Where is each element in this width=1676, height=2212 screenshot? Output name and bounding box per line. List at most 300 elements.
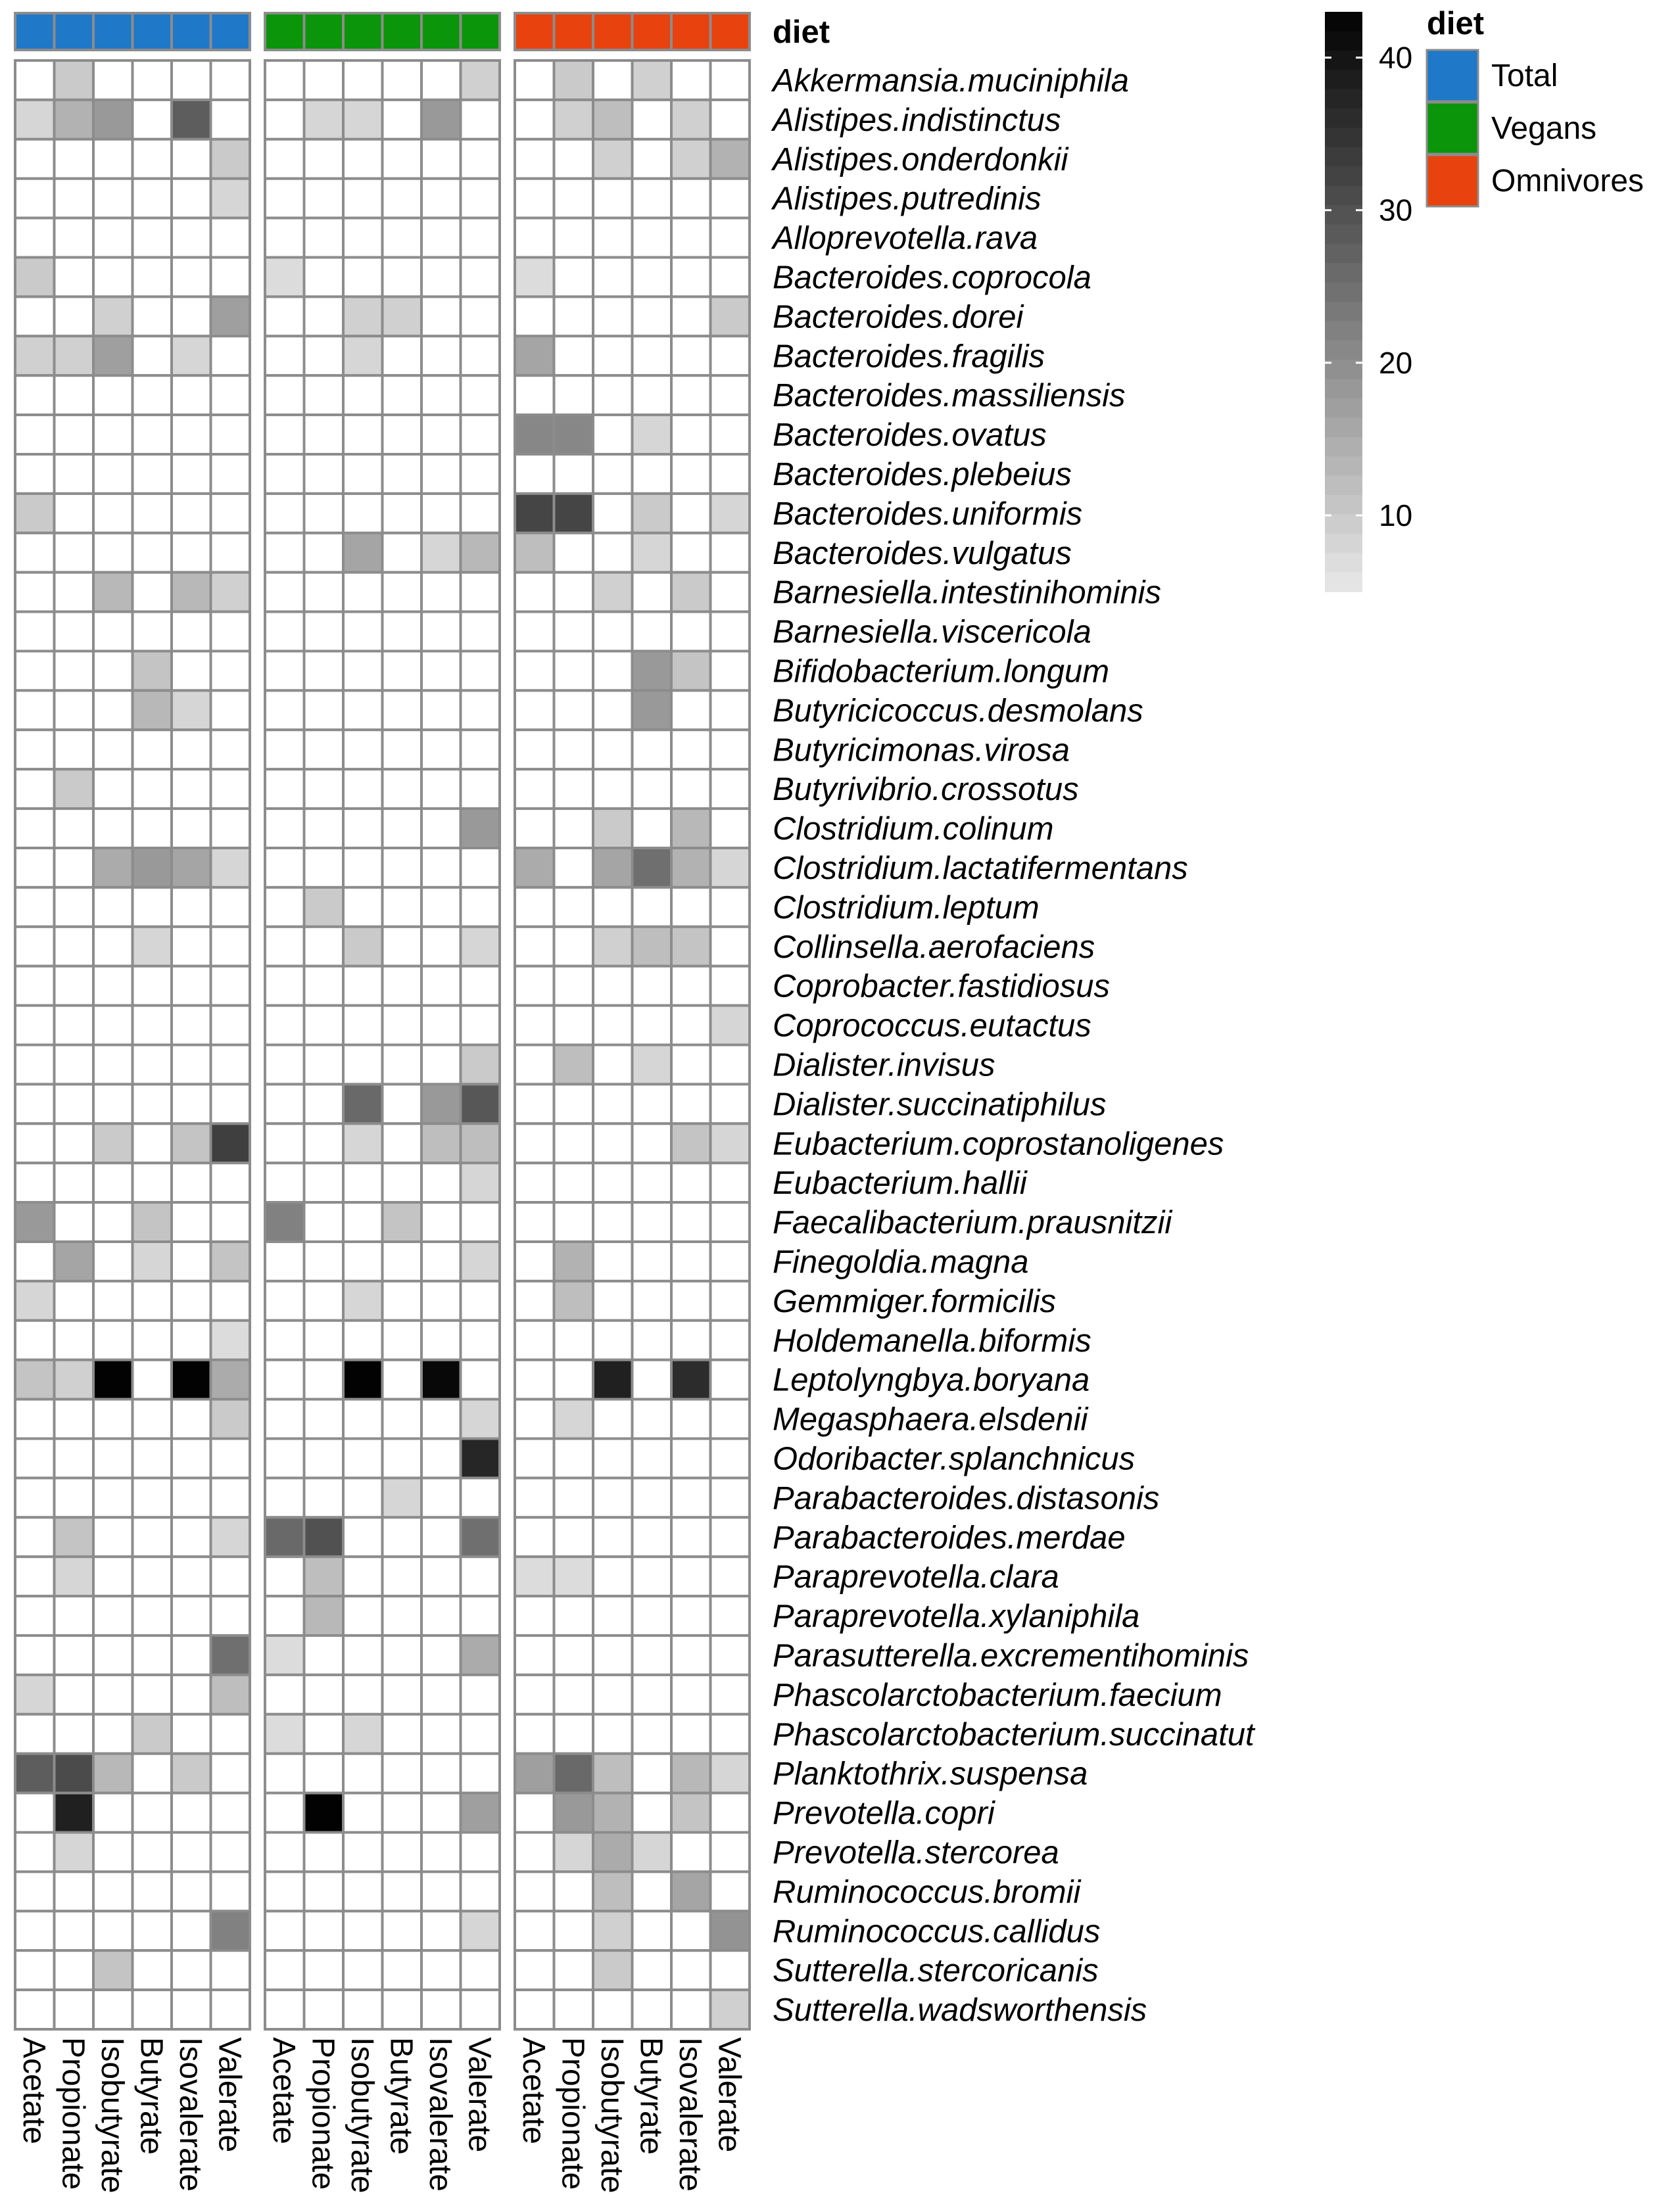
cell-bacteroides-fragilis-vegans-isovalerate [421, 336, 461, 375]
cell-butyricicoccus-desmolans-omnivores-isovalerate [671, 690, 711, 730]
row-label-clostridium-leptum: Clostridium.leptum [773, 889, 1040, 926]
cell-eubacterium-coprostanoligenes-vegans-isovalerate [421, 1123, 461, 1163]
cell-faecalibacterium-prausnitzii-vegans-butyrate [383, 1202, 422, 1242]
cell-bacteroides-vulgatus-omnivores-acetate [515, 533, 554, 573]
cell-alistipes-onderdonkii-omnivores-valerate [711, 139, 750, 179]
cell-collinsella-aerofaciens-vegans-valerate [461, 927, 500, 966]
cell-odoribacter-splanchnicus-vegans-valerate [461, 1439, 500, 1478]
cell-dialister-invisus-omnivores-isovalerate [671, 1045, 711, 1085]
cell-leptolyngbya-boryana-total-propionate [55, 1360, 94, 1400]
cell-sutterella-stercoricanis-omnivores-valerate [711, 1950, 750, 1990]
cell-bacteroides-dorei-vegans-propionate [304, 296, 344, 336]
cell-prevotella-stercorea-vegans-propionate [304, 1833, 344, 1872]
cell-holdemanella-biformis-vegans-isovalerate [421, 1321, 461, 1360]
cell-bacteroides-coprocola-total-propionate [55, 258, 94, 297]
cell-barnesiella-viscericola-total-isovalerate [172, 612, 211, 651]
cell-planktothrix-suspensa-vegans-isovalerate [421, 1754, 461, 1793]
legend-swatch-omnivores [1427, 155, 1478, 206]
cell-phascolarctobacterium-succinatut-total-butyrate [133, 1714, 172, 1754]
cell-bacteroides-ovatus-omnivores-isovalerate [671, 415, 711, 454]
cell-leptolyngbya-boryana-vegans-isobutyrate [343, 1360, 383, 1400]
cell-butyricimonas-virosa-vegans-isobutyrate [343, 730, 383, 769]
anno-cell-omnivores-butyrate [633, 13, 672, 50]
colorbar-step [1325, 147, 1362, 167]
cell-finegoldia-magna-total-acetate [15, 1242, 55, 1281]
cell-gemmiger-formicilis-vegans-butyrate [383, 1281, 422, 1321]
colorbar-step [1325, 70, 1362, 89]
colorbar-step [1325, 166, 1362, 186]
cell-eubacterium-coprostanoligenes-vegans-isobutyrate [343, 1123, 383, 1163]
cell-coprococcus-eutactus-omnivores-valerate [711, 1006, 750, 1045]
cell-megasphaera-elsdenii-vegans-propionate [304, 1400, 344, 1439]
cell-bacteroides-vulgatus-omnivores-isovalerate [671, 533, 711, 573]
cell-ruminococcus-bromii-total-valerate [211, 1871, 251, 1911]
cell-paraprevotella-clara-omnivores-valerate [711, 1557, 750, 1596]
cell-akkermansia-muciniphila-total-valerate [211, 60, 251, 100]
cell-phascolarctobacterium-faecium-total-isobutyrate [93, 1675, 133, 1714]
cell-eubacterium-coprostanoligenes-vegans-valerate [461, 1123, 500, 1163]
cell-dialister-invisus-vegans-butyrate [383, 1045, 422, 1085]
cell-clostridium-colinum-vegans-acetate [265, 809, 304, 848]
cell-paraprevotella-xylaniphila-omnivores-acetate [515, 1596, 554, 1635]
cell-butyrivibrio-crossotus-total-valerate [211, 769, 251, 809]
cell-finegoldia-magna-total-valerate [211, 1242, 251, 1281]
cell-coprococcus-eutactus-omnivores-propionate [554, 1006, 594, 1045]
cell-akkermansia-muciniphila-omnivores-butyrate [633, 60, 672, 100]
cell-akkermansia-muciniphila-total-butyrate [133, 60, 172, 100]
cell-dialister-invisus-omnivores-butyrate [633, 1045, 672, 1085]
cell-sutterella-wadsworthensis-vegans-butyrate [383, 1990, 422, 2029]
diet-annotation-bar [15, 13, 830, 50]
cell-clostridium-lactatifermentans-total-isovalerate [172, 848, 211, 887]
cell-dialister-succinatiphilus-vegans-isobutyrate [343, 1084, 383, 1123]
cell-phascolarctobacterium-faecium-omnivores-acetate [515, 1675, 554, 1714]
cell-gemmiger-formicilis-total-butyrate [133, 1281, 172, 1321]
col-label-vegans-propionate: Propionate [305, 2037, 341, 2190]
cell-holdemanella-biformis-total-valerate [211, 1321, 251, 1360]
cell-akkermansia-muciniphila-total-isovalerate [172, 60, 211, 100]
cell-collinsella-aerofaciens-vegans-butyrate [383, 927, 422, 966]
col-label-total-valerate: Valerate [212, 2037, 247, 2153]
cell-clostridium-lactatifermentans-total-acetate [15, 848, 55, 887]
cell-odoribacter-splanchnicus-omnivores-valerate [711, 1439, 750, 1478]
anno-cell-total-isovalerate [172, 13, 211, 50]
cell-bacteroides-uniformis-omnivores-isobutyrate [593, 494, 633, 533]
cell-paraprevotella-clara-vegans-acetate [265, 1557, 304, 1596]
cell-alistipes-putredinis-total-isobutyrate [93, 179, 133, 218]
cell-bifidobacterium-longum-vegans-isovalerate [421, 651, 461, 691]
anno-cell-omnivores-propionate [554, 13, 594, 50]
cell-odoribacter-splanchnicus-vegans-acetate [265, 1439, 304, 1478]
cell-paraprevotella-clara-vegans-propionate [304, 1557, 344, 1596]
cell-alistipes-putredinis-omnivores-valerate [711, 179, 750, 218]
cell-ruminococcus-callidus-omnivores-isovalerate [671, 1911, 711, 1950]
row-label-eubacterium-coprostanoligenes: Eubacterium.coprostanoligenes [773, 1126, 1224, 1162]
cell-paraprevotella-clara-vegans-valerate [461, 1557, 500, 1596]
cell-barnesiella-intestinihominis-total-propionate [55, 573, 94, 612]
cell-prevotella-stercorea-omnivores-isobutyrate [593, 1833, 633, 1872]
cell-clostridium-colinum-vegans-isobutyrate [343, 809, 383, 848]
cell-barnesiella-intestinihominis-total-valerate [211, 573, 251, 612]
cell-bacteroides-vulgatus-omnivores-butyrate [633, 533, 672, 573]
cell-clostridium-lactatifermentans-vegans-valerate [461, 848, 500, 887]
cell-barnesiella-viscericola-omnivores-acetate [515, 612, 554, 651]
row-label-coprococcus-eutactus: Coprococcus.eutactus [773, 1008, 1091, 1044]
cell-phascolarctobacterium-succinatut-omnivores-isovalerate [671, 1714, 711, 1754]
row-label-alistipes-putredinis: Alistipes.putredinis [773, 181, 1042, 217]
cell-bacteroides-ovatus-vegans-butyrate [383, 415, 422, 454]
cell-coprobacter-fastidiosus-vegans-isovalerate [421, 966, 461, 1006]
cell-megasphaera-elsdenii-total-acetate [15, 1400, 55, 1439]
cell-alistipes-onderdonkii-total-butyrate [133, 139, 172, 179]
cell-odoribacter-splanchnicus-omnivores-isovalerate [671, 1439, 711, 1478]
cell-bifidobacterium-longum-total-valerate [211, 651, 251, 691]
colorbar-step [1325, 553, 1362, 573]
cell-butyricimonas-virosa-total-acetate [15, 730, 55, 769]
cell-prevotella-copri-omnivores-propionate [554, 1793, 594, 1833]
cell-clostridium-colinum-omnivores-valerate [711, 809, 750, 848]
cell-bifidobacterium-longum-omnivores-propionate [554, 651, 594, 691]
cell-butyrivibrio-crossotus-vegans-isobutyrate [343, 769, 383, 809]
cell-parasutterella-excrementihominis-total-valerate [211, 1635, 251, 1675]
row-label-dialister-succinatiphilus: Dialister.succinatiphilus [773, 1087, 1107, 1123]
cell-prevotella-copri-vegans-propionate [304, 1793, 344, 1833]
cell-parasutterella-excrementihominis-vegans-acetate [265, 1635, 304, 1675]
cell-sutterella-stercoricanis-vegans-propionate [304, 1950, 344, 1990]
cell-eubacterium-hallii-vegans-butyrate [383, 1163, 422, 1202]
cell-megasphaera-elsdenii-vegans-isobutyrate [343, 1400, 383, 1439]
cell-collinsella-aerofaciens-omnivores-isovalerate [671, 927, 711, 966]
cell-holdemanella-biformis-omnivores-propionate [554, 1321, 594, 1360]
cell-gemmiger-formicilis-omnivores-isovalerate [671, 1281, 711, 1321]
cell-coprococcus-eutactus-total-isobutyrate [93, 1006, 133, 1045]
row-label-akkermansia-muciniphila: Akkermansia.muciniphila [773, 62, 1129, 99]
cell-clostridium-leptum-omnivores-valerate [711, 887, 750, 927]
cell-alistipes-onderdonkii-omnivores-isobutyrate [593, 139, 633, 179]
cell-bacteroides-uniformis-total-isobutyrate [93, 494, 133, 533]
row-label-prevotella-stercorea: Prevotella.stercorea [773, 1835, 1059, 1871]
row-label-alloprevotella-rava: Alloprevotella.rava [773, 220, 1038, 256]
cell-barnesiella-intestinihominis-total-acetate [15, 573, 55, 612]
cell-dialister-succinatiphilus-omnivores-valerate [711, 1084, 750, 1123]
colorbar-step [1325, 573, 1362, 592]
cell-faecalibacterium-prausnitzii-omnivores-isobutyrate [593, 1202, 633, 1242]
cell-odoribacter-splanchnicus-vegans-isobutyrate [343, 1439, 383, 1478]
cell-bifidobacterium-longum-total-isobutyrate [93, 651, 133, 691]
row-label-butyricicoccus-desmolans: Butyricicoccus.desmolans [773, 693, 1143, 729]
cell-bacteroides-massiliensis-vegans-acetate [265, 375, 304, 415]
cell-paraprevotella-clara-total-isobutyrate [93, 1557, 133, 1596]
cell-clostridium-colinum-omnivores-isobutyrate [593, 809, 633, 848]
cell-leptolyngbya-boryana-total-butyrate [133, 1360, 172, 1400]
cell-phascolarctobacterium-faecium-total-isovalerate [172, 1675, 211, 1714]
cell-eubacterium-hallii-omnivores-acetate [515, 1163, 554, 1202]
cell-barnesiella-viscericola-omnivores-valerate [711, 612, 750, 651]
cell-bacteroides-ovatus-vegans-isovalerate [421, 415, 461, 454]
cell-alistipes-indistinctus-total-acetate [15, 100, 55, 139]
cell-finegoldia-magna-vegans-butyrate [383, 1242, 422, 1281]
cell-alistipes-indistinctus-vegans-butyrate [383, 100, 422, 139]
cell-leptolyngbya-boryana-omnivores-propionate [554, 1360, 594, 1400]
cell-phascolarctobacterium-succinatut-vegans-acetate [265, 1714, 304, 1754]
cell-butyrivibrio-crossotus-total-butyrate [133, 769, 172, 809]
col-label-omnivores-propionate: Propionate [555, 2037, 590, 2190]
cell-bacteroides-coprocola-omnivores-propionate [554, 258, 594, 297]
cell-alloprevotella-rava-vegans-acetate [265, 218, 304, 258]
cell-gemmiger-formicilis-omnivores-acetate [515, 1281, 554, 1321]
cell-alistipes-indistinctus-total-isobutyrate [93, 100, 133, 139]
cell-phascolarctobacterium-succinatut-vegans-butyrate [383, 1714, 422, 1754]
cell-paraprevotella-xylaniphila-omnivores-isobutyrate [593, 1596, 633, 1635]
cell-bacteroides-massiliensis-vegans-valerate [461, 375, 500, 415]
cell-ruminococcus-callidus-omnivores-isobutyrate [593, 1911, 633, 1950]
cell-akkermansia-muciniphila-total-isobutyrate [93, 60, 133, 100]
cell-parabacteroides-merdae-omnivores-butyrate [633, 1517, 672, 1557]
cell-ruminococcus-bromii-omnivores-butyrate [633, 1871, 672, 1911]
cell-parabacteroides-distasonis-omnivores-acetate [515, 1478, 554, 1517]
cell-alloprevotella-rava-vegans-isobutyrate [343, 218, 383, 258]
cell-phascolarctobacterium-faecium-vegans-propionate [304, 1675, 344, 1714]
cell-gemmiger-formicilis-total-isovalerate [172, 1281, 211, 1321]
cell-megasphaera-elsdenii-total-valerate [211, 1400, 251, 1439]
cell-ruminococcus-callidus-total-isobutyrate [93, 1911, 133, 1950]
cell-bacteroides-coprocola-total-valerate [211, 258, 251, 297]
col-label-omnivores-acetate: Acetate [515, 2037, 551, 2144]
cell-bacteroides-dorei-omnivores-isovalerate [671, 296, 711, 336]
cell-eubacterium-coprostanoligenes-total-isobutyrate [93, 1123, 133, 1163]
cell-ruminococcus-bromii-total-propionate [55, 1871, 94, 1911]
cell-eubacterium-hallii-total-butyrate [133, 1163, 172, 1202]
cell-paraprevotella-xylaniphila-omnivores-propionate [554, 1596, 594, 1635]
cell-barnesiella-intestinihominis-total-isobutyrate [93, 573, 133, 612]
cell-alloprevotella-rava-omnivores-isovalerate [671, 218, 711, 258]
cell-ruminococcus-callidus-omnivores-butyrate [633, 1911, 672, 1950]
cell-eubacterium-hallii-total-isobutyrate [93, 1163, 133, 1202]
row-label-butyrivibrio-crossotus: Butyrivibrio.crossotus [773, 772, 1079, 808]
cell-finegoldia-magna-vegans-isovalerate [421, 1242, 461, 1281]
cell-alloprevotella-rava-omnivores-valerate [711, 218, 750, 258]
cell-bacteroides-vulgatus-total-acetate [15, 533, 55, 573]
cell-butyricicoccus-desmolans-total-isovalerate [172, 690, 211, 730]
cell-bacteroides-massiliensis-total-valerate [211, 375, 251, 415]
cell-clostridium-colinum-total-acetate [15, 809, 55, 848]
cell-parabacteroides-merdae-total-butyrate [133, 1517, 172, 1557]
cell-faecalibacterium-prausnitzii-vegans-isobutyrate [343, 1202, 383, 1242]
cell-coprococcus-eutactus-omnivores-butyrate [633, 1006, 672, 1045]
cell-gemmiger-formicilis-vegans-acetate [265, 1281, 304, 1321]
cell-planktothrix-suspensa-omnivores-isovalerate [671, 1754, 711, 1793]
cell-ruminococcus-bromii-omnivores-isobutyrate [593, 1871, 633, 1911]
col-label-omnivores-isobutyrate: Isobutyrate [594, 2037, 629, 2194]
cell-paraprevotella-xylaniphila-omnivores-isovalerate [671, 1596, 711, 1635]
cell-butyricicoccus-desmolans-vegans-propionate [304, 690, 344, 730]
cell-dialister-succinatiphilus-total-isobutyrate [93, 1084, 133, 1123]
cell-phascolarctobacterium-faecium-vegans-valerate [461, 1675, 500, 1714]
colorbar-step [1325, 302, 1362, 321]
row-label-coprobacter-fastidiosus: Coprobacter.fastidiosus [773, 968, 1110, 1004]
col-label-vegans-isobutyrate: Isobutyrate [344, 2037, 379, 2194]
cell-clostridium-leptum-total-butyrate [133, 887, 172, 927]
cell-alloprevotella-rava-omnivores-propionate [554, 218, 594, 258]
cell-bacteroides-fragilis-total-butyrate [133, 336, 172, 375]
row-label-sutterella-stercoricanis: Sutterella.stercoricanis [773, 1953, 1099, 1989]
cell-bacteroides-uniformis-omnivores-isovalerate [671, 494, 711, 533]
cell-ruminococcus-bromii-vegans-propionate [304, 1871, 344, 1911]
cell-akkermansia-muciniphila-omnivores-valerate [711, 60, 750, 100]
cell-parabacteroides-distasonis-total-isobutyrate [93, 1478, 133, 1517]
cell-sutterella-wadsworthensis-vegans-isobutyrate [343, 1990, 383, 2029]
cell-bacteroides-fragilis-omnivores-isobutyrate [593, 336, 633, 375]
cell-coprococcus-eutactus-omnivores-isovalerate [671, 1006, 711, 1045]
cell-bacteroides-uniformis-vegans-acetate [265, 494, 304, 533]
cell-paraprevotella-clara-omnivores-isobutyrate [593, 1557, 633, 1596]
colorbar-step [1325, 495, 1362, 515]
cell-eubacterium-coprostanoligenes-omnivores-propionate [554, 1123, 594, 1163]
row-label-faecalibacterium-prausnitzii: Faecalibacterium.prausnitzii [773, 1205, 1172, 1241]
cell-barnesiella-viscericola-total-acetate [15, 612, 55, 651]
cell-phascolarctobacterium-faecium-vegans-butyrate [383, 1675, 422, 1714]
cell-megasphaera-elsdenii-total-propionate [55, 1400, 94, 1439]
cell-bacteroides-uniformis-omnivores-acetate [515, 494, 554, 533]
cell-bacteroides-fragilis-vegans-propionate [304, 336, 344, 375]
cell-prevotella-copri-total-butyrate [133, 1793, 172, 1833]
cell-prevotella-copri-omnivores-valerate [711, 1793, 750, 1833]
cell-prevotella-copri-omnivores-isovalerate [671, 1793, 711, 1833]
cell-butyricimonas-virosa-omnivores-acetate [515, 730, 554, 769]
cell-megasphaera-elsdenii-omnivores-acetate [515, 1400, 554, 1439]
cell-alloprevotella-rava-omnivores-acetate [515, 218, 554, 258]
cell-planktothrix-suspensa-total-isovalerate [172, 1754, 211, 1793]
cell-barnesiella-intestinihominis-vegans-isobutyrate [343, 573, 383, 612]
cell-coprobacter-fastidiosus-vegans-isobutyrate [343, 966, 383, 1006]
cell-faecalibacterium-prausnitzii-vegans-propionate [304, 1202, 344, 1242]
row-label-bacteroides-vulgatus: Bacteroides.vulgatus [773, 535, 1072, 571]
colorbar-step [1325, 476, 1362, 496]
cell-clostridium-leptum-vegans-isovalerate [421, 887, 461, 927]
cell-dialister-invisus-omnivores-acetate [515, 1045, 554, 1085]
cell-parabacteroides-merdae-omnivores-valerate [711, 1517, 750, 1557]
cell-prevotella-copri-omnivores-butyrate [633, 1793, 672, 1833]
cell-bacteroides-ovatus-total-isobutyrate [93, 415, 133, 454]
row-label-leptolyngbya-boryana: Leptolyngbya.boryana [773, 1362, 1090, 1398]
cell-bacteroides-dorei-total-isovalerate [172, 296, 211, 336]
cell-phascolarctobacterium-succinatut-total-isovalerate [172, 1714, 211, 1754]
cell-ruminococcus-bromii-total-butyrate [133, 1871, 172, 1911]
colorbar-tick-label: 40 [1379, 40, 1413, 75]
cell-bacteroides-uniformis-total-acetate [15, 494, 55, 533]
cell-alistipes-putredinis-total-valerate [211, 179, 251, 218]
cell-bacteroides-coprocola-vegans-valerate [461, 258, 500, 297]
cell-bacteroides-vulgatus-vegans-butyrate [383, 533, 422, 573]
cell-bacteroides-uniformis-vegans-butyrate [383, 494, 422, 533]
cell-alistipes-putredinis-vegans-isobutyrate [343, 179, 383, 218]
cell-bacteroides-massiliensis-total-butyrate [133, 375, 172, 415]
cell-paraprevotella-xylaniphila-vegans-propionate [304, 1596, 344, 1635]
cell-prevotella-copri-omnivores-acetate [515, 1793, 554, 1833]
cell-eubacterium-hallii-total-acetate [15, 1163, 55, 1202]
cell-finegoldia-magna-omnivores-isovalerate [671, 1242, 711, 1281]
cell-butyricimonas-virosa-total-isobutyrate [93, 730, 133, 769]
cell-faecalibacterium-prausnitzii-omnivores-isovalerate [671, 1202, 711, 1242]
cell-coprobacter-fastidiosus-total-valerate [211, 966, 251, 1006]
cell-collinsella-aerofaciens-total-isobutyrate [93, 927, 133, 966]
cell-eubacterium-coprostanoligenes-omnivores-valerate [711, 1123, 750, 1163]
cell-leptolyngbya-boryana-omnivores-acetate [515, 1360, 554, 1400]
cell-ruminococcus-callidus-total-butyrate [133, 1911, 172, 1950]
cell-collinsella-aerofaciens-total-acetate [15, 927, 55, 966]
colorbar-step [1325, 51, 1362, 70]
cell-bacteroides-ovatus-vegans-acetate [265, 415, 304, 454]
cell-butyrivibrio-crossotus-vegans-propionate [304, 769, 344, 809]
cell-coprococcus-eutactus-total-isovalerate [172, 1006, 211, 1045]
cell-parasutterella-excrementihominis-omnivores-butyrate [633, 1635, 672, 1675]
cell-collinsella-aerofaciens-omnivores-acetate [515, 927, 554, 966]
cell-parabacteroides-merdae-omnivores-isobutyrate [593, 1517, 633, 1557]
cell-bacteroides-massiliensis-total-acetate [15, 375, 55, 415]
cell-barnesiella-intestinihominis-omnivores-isovalerate [671, 573, 711, 612]
cell-sutterella-stercoricanis-total-propionate [55, 1950, 94, 1990]
cell-ruminococcus-callidus-vegans-valerate [461, 1911, 500, 1950]
diet-legend [1427, 6, 1644, 206]
cell-odoribacter-splanchnicus-vegans-butyrate [383, 1439, 422, 1478]
cell-clostridium-colinum-vegans-isovalerate [421, 809, 461, 848]
cell-alistipes-onderdonkii-vegans-propionate [304, 139, 344, 179]
cell-coprobacter-fastidiosus-vegans-acetate [265, 966, 304, 1006]
row-label-parasutterella-excrementihominis: Parasutterella.excrementihominis [773, 1637, 1249, 1674]
cell-bacteroides-dorei-omnivores-butyrate [633, 296, 672, 336]
cell-holdemanella-biformis-vegans-isobutyrate [343, 1321, 383, 1360]
colorbar-step [1325, 108, 1362, 128]
cell-faecalibacterium-prausnitzii-vegans-valerate [461, 1202, 500, 1242]
cell-bacteroides-dorei-vegans-butyrate [383, 296, 422, 336]
row-label-ruminococcus-bromii: Ruminococcus.bromii [773, 1874, 1081, 1910]
cell-parasutterella-excrementihominis-total-propionate [55, 1635, 94, 1675]
cell-eubacterium-coprostanoligenes-total-valerate [211, 1123, 251, 1163]
colorbar-step [1325, 456, 1362, 476]
cell-bacteroides-massiliensis-omnivores-isobutyrate [593, 375, 633, 415]
cell-gemmiger-formicilis-vegans-isovalerate [421, 1281, 461, 1321]
cell-megasphaera-elsdenii-total-isobutyrate [93, 1400, 133, 1439]
legend-label-vegans: Vegans [1491, 111, 1597, 146]
cell-paraprevotella-clara-omnivores-isovalerate [671, 1557, 711, 1596]
cell-finegoldia-magna-omnivores-butyrate [633, 1242, 672, 1281]
cell-clostridium-leptum-total-acetate [15, 887, 55, 927]
cell-bacteroides-vulgatus-total-isobutyrate [93, 533, 133, 573]
cell-faecalibacterium-prausnitzii-omnivores-acetate [515, 1202, 554, 1242]
cell-barnesiella-viscericola-vegans-valerate [461, 612, 500, 651]
cell-clostridium-colinum-omnivores-propionate [554, 809, 594, 848]
cell-bacteroides-vulgatus-vegans-acetate [265, 533, 304, 573]
cell-odoribacter-splanchnicus-total-acetate [15, 1439, 55, 1478]
cell-bacteroides-massiliensis-total-isobutyrate [93, 375, 133, 415]
col-label-total-isovalerate: Isovalerate [172, 2037, 208, 2192]
cell-phascolarctobacterium-faecium-omnivores-isovalerate [671, 1675, 711, 1714]
cell-paraprevotella-clara-omnivores-acetate [515, 1557, 554, 1596]
cell-dialister-invisus-total-propionate [55, 1045, 94, 1085]
cell-butyricicoccus-desmolans-total-valerate [211, 690, 251, 730]
cell-leptolyngbya-boryana-omnivores-isovalerate [671, 1360, 711, 1400]
cell-akkermansia-muciniphila-vegans-isovalerate [421, 60, 461, 100]
cell-butyrivibrio-crossotus-omnivores-propionate [554, 769, 594, 809]
row-label-alistipes-indistinctus: Alistipes.indistinctus [773, 102, 1061, 138]
cell-alloprevotella-rava-total-butyrate [133, 218, 172, 258]
cell-dialister-succinatiphilus-total-valerate [211, 1084, 251, 1123]
row-label-parabacteroides-merdae: Parabacteroides.merdae [773, 1520, 1126, 1556]
cell-parabacteroides-merdae-total-valerate [211, 1517, 251, 1557]
cell-barnesiella-intestinihominis-vegans-propionate [304, 573, 344, 612]
cell-paraprevotella-clara-vegans-butyrate [383, 1557, 422, 1596]
cell-butyricimonas-virosa-vegans-valerate [461, 730, 500, 769]
